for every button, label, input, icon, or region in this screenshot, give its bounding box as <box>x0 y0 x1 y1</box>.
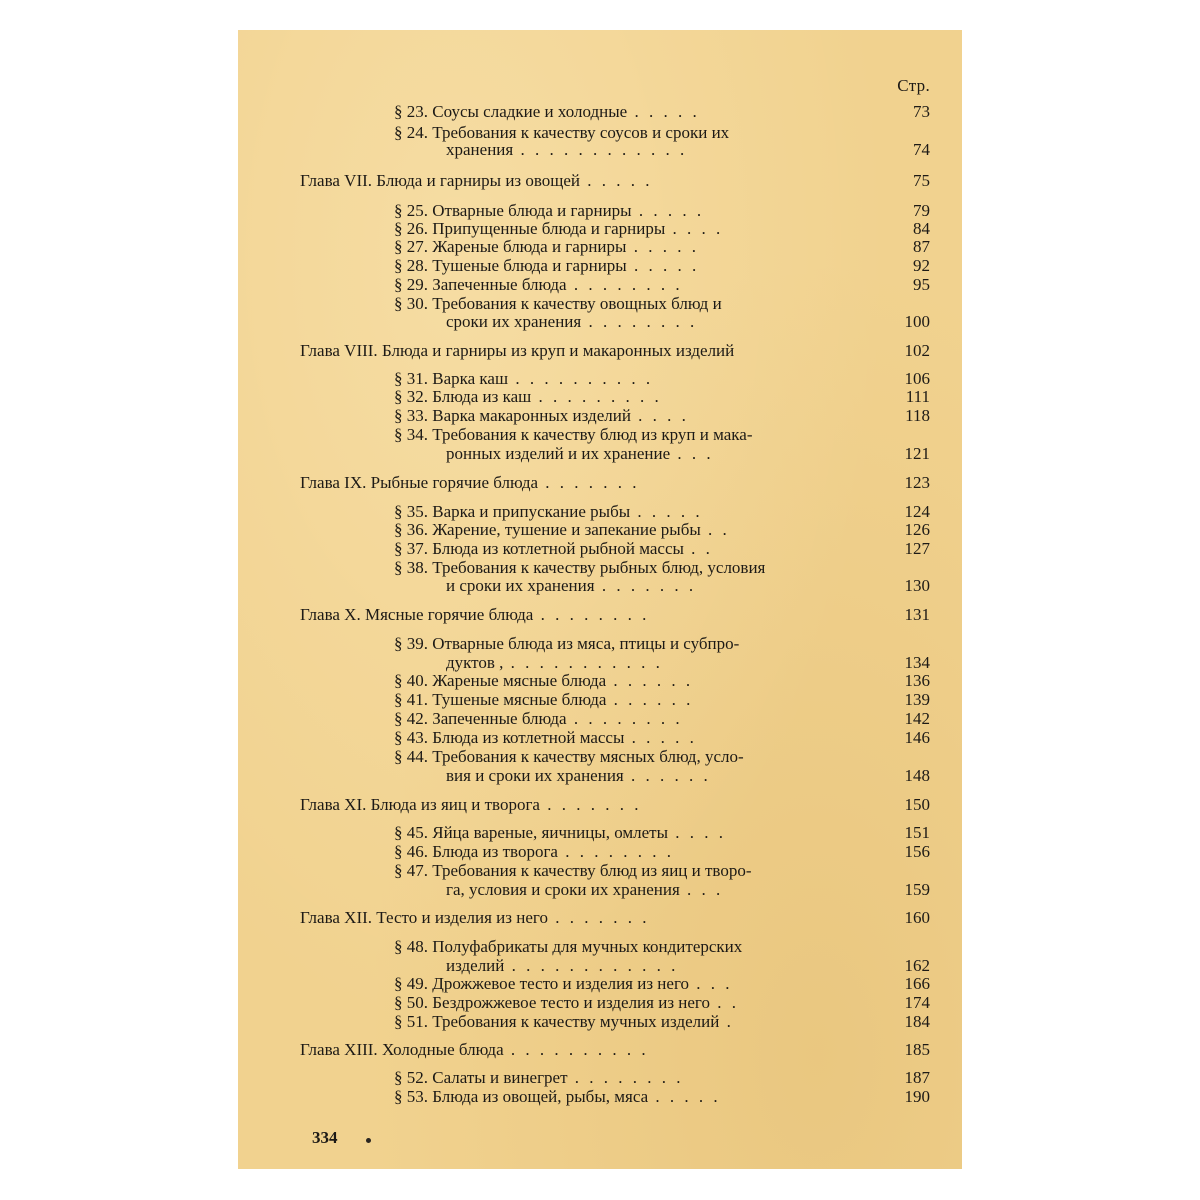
leader-dots: . . . . . . . <box>539 795 642 814</box>
entry-title: Яйца вареные, яичницы, омлеты <box>432 823 669 842</box>
entry-title: Холодные блюда <box>381 1040 504 1059</box>
toc-chapter-row <box>300 171 860 190</box>
entry-page-number: 139 <box>904 690 930 709</box>
section-number: § 25. <box>394 201 433 220</box>
section-number: § 26. <box>394 219 433 238</box>
entry-page-number: 160 <box>904 908 930 927</box>
toc-continuation-row <box>446 312 866 331</box>
toc-section-row <box>394 974 864 993</box>
leader-dots: . . . . <box>630 406 689 425</box>
leader-dots: . . . . . . . <box>594 576 697 595</box>
entry-title: Дрожжевое тесто и изделия из него <box>432 974 690 993</box>
section-number: § 49. <box>394 974 433 993</box>
section-number: § 27. <box>394 237 433 256</box>
toc-section-row <box>394 1012 864 1031</box>
entry-page-number: 102 <box>904 341 930 360</box>
leader-dots: . . . . . . . . . <box>531 387 662 406</box>
section-number: § 30. <box>394 294 433 313</box>
entry-title: Блюда из яиц и творога <box>370 795 540 814</box>
toc-section-row <box>394 634 864 653</box>
entry-page-number: 100 <box>904 312 930 331</box>
section-number: § 51. <box>394 1012 433 1031</box>
toc-continuation-row <box>446 880 866 899</box>
entry-title: Блюда и гарниры из круп и макаронных изделий <box>381 341 735 360</box>
toc-section-row <box>394 1087 864 1106</box>
toc-continuation-row <box>446 444 866 463</box>
entry-page-number: 75 <box>913 171 930 190</box>
entry-title: ронных изделий и их хранение <box>446 444 671 463</box>
toc-section-row <box>394 294 864 313</box>
toc-continuation-row <box>446 766 866 785</box>
section-number: § 45. <box>394 823 433 842</box>
entry-title: Требования к качеству соусов и сроки их <box>432 123 730 142</box>
entry-page-number: 73 <box>913 102 930 121</box>
entry-page-number: 150 <box>904 795 930 814</box>
toc-chapter-row <box>300 605 860 624</box>
entry-title: Требования к качеству блюд из яиц и творо- <box>432 861 752 880</box>
entry-page-number: 123 <box>904 473 930 492</box>
leader-dots: . . . . . . <box>623 766 711 785</box>
toc-section-row <box>394 558 864 577</box>
toc-chapter-row <box>300 1040 860 1059</box>
entry-page-number: 131 <box>904 605 930 624</box>
entry-page-number: 130 <box>904 576 930 595</box>
page-column-label: Стр. <box>897 76 930 95</box>
entry-title: Полуфабрикаты для мучных кондитерских <box>432 937 743 956</box>
leader-dots: . . . . . . . . . . . <box>503 653 663 672</box>
section-number: § 50. <box>394 993 433 1012</box>
toc-section-row <box>394 406 864 425</box>
entry-title: Рыбные горячие блюда <box>370 473 539 492</box>
entry-page-number: 184 <box>904 1012 930 1031</box>
chapter-number: Глава XI. <box>300 795 371 814</box>
entry-page-number: 95 <box>913 275 930 294</box>
leader-dots: . . . . . . . . . . <box>503 1040 649 1059</box>
section-number: § 31. <box>394 369 433 388</box>
leader-dots: . . . . . . . . . . . . <box>513 140 688 159</box>
chapter-number: Глава VII. <box>300 171 377 190</box>
entry-page-number: 142 <box>904 709 930 728</box>
entry-title: Блюда и гарниры из овощей <box>376 171 581 190</box>
toc-chapter-row <box>300 795 860 814</box>
entry-page-number: 156 <box>904 842 930 861</box>
toc-section-row <box>394 709 864 728</box>
toc-section-row <box>394 993 864 1012</box>
toc-chapter-row <box>300 473 860 492</box>
section-number: § 46. <box>394 842 433 861</box>
section-number: § 44. <box>394 747 433 766</box>
leader-dots: . . . . . . . . <box>581 312 698 331</box>
entry-page-number: 118 <box>905 406 930 425</box>
entry-title: Блюда из котлетной рыбной массы <box>432 539 684 558</box>
entry-page-number: 134 <box>904 653 930 672</box>
toc-section-row <box>394 842 864 861</box>
toc-section-row <box>394 369 864 388</box>
entry-title: Припущенные блюда и гарниры <box>432 219 666 238</box>
entry-title: Тушеные мясные блюда <box>432 690 607 709</box>
entry-title: Блюда из котлетной массы <box>432 728 625 747</box>
entry-page-number: 121 <box>904 444 930 463</box>
entry-title: Блюда из творога <box>432 842 558 861</box>
toc-section-row <box>394 539 864 558</box>
entry-title: Отварные блюда и гарниры <box>432 201 632 220</box>
section-number: § 24. <box>394 123 433 142</box>
entry-page-number: 74 <box>913 140 930 159</box>
entry-title: изделий <box>446 956 505 975</box>
entry-title: Требования к качеству мясных блюд, усло- <box>432 747 744 766</box>
entry-title: вия и сроки их хранения <box>446 766 624 785</box>
entry-page-number: 127 <box>904 539 930 558</box>
toc-section-row <box>394 219 864 238</box>
entry-page-number: 106 <box>904 369 930 388</box>
entry-title: Бездрожжевое тесто и изделия из него <box>432 993 710 1012</box>
leader-dots: . . . . <box>665 219 724 238</box>
section-number: § 29. <box>394 275 433 294</box>
toc-section-row <box>394 256 864 275</box>
leader-dots: . . . <box>689 974 733 993</box>
entry-title: Блюда из овощей, рыбы, мяса <box>432 1087 649 1106</box>
entry-page-number: 166 <box>904 974 930 993</box>
entry-page-number: 190 <box>904 1087 930 1106</box>
section-number: § 53. <box>394 1087 433 1106</box>
entry-page-number: 159 <box>904 880 930 899</box>
entry-title: Жареные блюда и гарниры <box>432 237 627 256</box>
entry-page-number: 136 <box>904 671 930 690</box>
section-number: § 32. <box>394 387 433 406</box>
entry-title: Требования к качеству овощных блюд и <box>432 294 722 313</box>
leader-dots: . . . <box>670 444 714 463</box>
leader-dots: . . . <box>679 880 724 899</box>
toc-continuation-row <box>446 140 866 159</box>
entry-page-number: 79 <box>913 201 930 220</box>
leader-dots: . . . . . . <box>606 671 694 690</box>
toc-continuation-row <box>446 576 866 595</box>
leader-dots: . . . . . <box>580 171 653 190</box>
entry-title: и сроки их хранения <box>446 576 595 595</box>
toc-section-row <box>394 237 864 256</box>
entry-page-number: 185 <box>904 1040 930 1059</box>
toc-section-row <box>394 937 864 956</box>
entry-title: Требования к качеству блюд из круп и мака- <box>432 425 753 444</box>
leader-dots: . . . . . . . . <box>533 605 650 624</box>
entry-page-number: 111 <box>905 387 930 406</box>
leader-dots: . . <box>683 539 713 558</box>
leader-dots: . . . . . . . . . . <box>508 369 654 388</box>
entry-title: га, условия и сроки их хранения <box>446 880 680 899</box>
section-number: § 23. <box>394 102 433 121</box>
leader-dots: . . . . . . <box>606 690 694 709</box>
toc-section-row <box>394 728 864 747</box>
entry-title: Жарение, тушение и запекание рыбы <box>432 520 701 539</box>
entry-title: Соусы сладкие и холодные <box>432 102 628 121</box>
section-number: § 48. <box>394 937 433 956</box>
entry-title: дуктов , <box>446 653 504 672</box>
section-number: § 43. <box>394 728 433 747</box>
table-of-contents <box>238 30 962 1130</box>
entry-title: Запеченные блюда <box>432 275 567 294</box>
page-footer-number: 334 <box>312 1128 338 1147</box>
leader-dots: . . . . . <box>626 256 700 275</box>
toc-section-row <box>394 102 864 121</box>
leader-dots: . . . . . . . . <box>566 709 683 728</box>
toc-section-row <box>394 201 864 220</box>
book-page <box>238 30 962 1169</box>
entry-title: Варка макаронных изделий <box>432 406 631 425</box>
chapter-number: Глава X. <box>300 605 365 624</box>
section-number: § 36. <box>394 520 433 539</box>
chapter-number: Глава VIII. <box>300 341 382 360</box>
toc-section-row <box>394 520 864 539</box>
leader-dots: . . . . . . . . <box>557 842 674 861</box>
entry-page-number: 148 <box>904 766 930 785</box>
entry-page-number: 187 <box>904 1068 930 1087</box>
toc-section-row <box>394 502 864 521</box>
toc-section-row <box>394 425 864 444</box>
chapter-number: Глава XII. <box>300 908 377 927</box>
toc-continuation-row <box>446 956 866 975</box>
entry-page-number: 162 <box>904 956 930 975</box>
leader-dots: . . <box>709 993 739 1012</box>
entry-title: Варка каш <box>432 369 509 388</box>
entry-page-number: 151 <box>904 823 930 842</box>
toc-section-row <box>394 275 864 294</box>
section-number: § 33. <box>394 406 433 425</box>
entry-title: Варка и припускание рыбы <box>432 502 631 521</box>
leader-dots: . . . . . <box>626 237 699 256</box>
entry-page-number: 87 <box>913 237 930 256</box>
chapter-number: Глава XIII. <box>300 1040 382 1059</box>
ink-spot <box>366 1138 371 1143</box>
entry-title: Жареные мясные блюда <box>432 671 607 690</box>
leader-dots: . . . . . <box>624 728 697 747</box>
entry-page-number: 174 <box>904 993 930 1012</box>
leader-dots: . . <box>700 520 730 539</box>
entry-title: Требования к качеству мучных изделий <box>432 1012 720 1031</box>
entry-title: Салаты и винегрет <box>432 1068 568 1087</box>
section-number: § 28. <box>394 256 433 275</box>
entry-title: хранения <box>446 140 514 159</box>
entry-title: Блюда из каш <box>432 387 532 406</box>
entry-page-number: 124 <box>904 502 930 521</box>
toc-continuation-row <box>446 653 866 672</box>
leader-dots: . . . . . . . . . . . . <box>504 956 679 975</box>
section-number: § 47. <box>394 861 433 880</box>
leader-dots: . . . . . . . <box>547 908 650 927</box>
entry-page-number: 146 <box>904 728 930 747</box>
entry-page-number: 92 <box>913 256 930 275</box>
leader-dots: . . . . . <box>627 102 700 121</box>
leader-dots: . . . . . . . . <box>566 275 683 294</box>
toc-section-row <box>394 1068 864 1087</box>
leader-dots: . . . . <box>668 823 727 842</box>
toc-section-row <box>394 671 864 690</box>
leader-dots: . . . . . <box>648 1087 721 1106</box>
toc-section-row <box>394 690 864 709</box>
entry-title: сроки их хранения <box>446 312 582 331</box>
leader-dots: . . . . . <box>630 502 703 521</box>
entry-title: Тесто и изделия из него <box>376 908 548 927</box>
section-number: § 40. <box>394 671 433 690</box>
toc-chapter-row <box>300 341 860 360</box>
toc-section-row <box>394 747 864 766</box>
leader-dots: . . . . . . . . <box>567 1068 684 1087</box>
toc-section-row <box>394 387 864 406</box>
leader-dots: . <box>719 1012 734 1031</box>
toc-section-row <box>394 823 864 842</box>
section-number: § 38. <box>394 558 433 577</box>
entry-page-number: 126 <box>904 520 930 539</box>
leader-dots: . . . . . . . <box>538 473 640 492</box>
entry-title: Тушеные блюда и гарниры <box>432 256 627 275</box>
toc-section-row <box>394 861 864 880</box>
toc-chapter-row <box>300 908 860 927</box>
entry-title: Мясные горячие блюда <box>364 605 534 624</box>
section-number: § 41. <box>394 690 433 709</box>
entry-title: Запеченные блюда <box>432 709 567 728</box>
entry-title: Требования к качеству рыбных блюд, условия <box>432 558 766 577</box>
section-number: § 52. <box>394 1068 433 1087</box>
entry-title: Отварные блюда из мяса, птицы и субпро- <box>432 634 740 653</box>
section-number: § 37. <box>394 539 433 558</box>
section-number: § 39. <box>394 634 433 653</box>
leader-dots: . . . . . <box>631 201 705 220</box>
section-number: § 42. <box>394 709 433 728</box>
entry-page-number: 84 <box>913 219 930 238</box>
section-number: § 35. <box>394 502 433 521</box>
chapter-number: Глава IX. <box>300 473 371 492</box>
section-number: § 34. <box>394 425 433 444</box>
